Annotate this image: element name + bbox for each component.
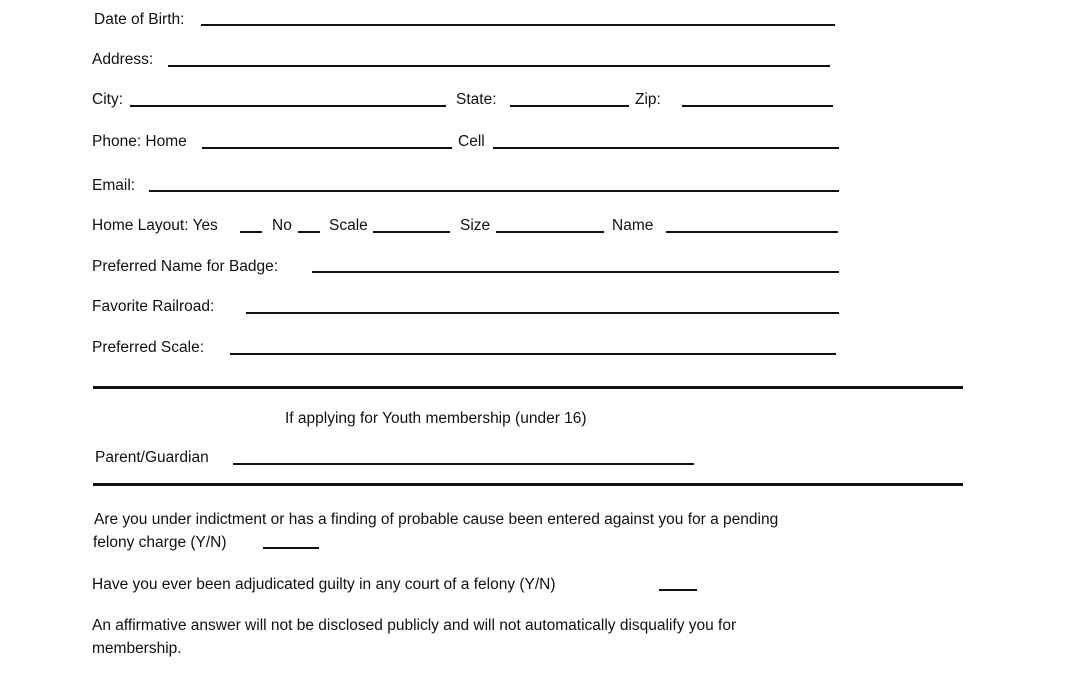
home-layout-label: Home Layout: Yes [92, 217, 218, 234]
zip-label: Zip: [635, 91, 661, 108]
disclosure-note-line2: membership. [92, 640, 182, 657]
home-layout-no-field[interactable] [298, 231, 320, 233]
pref-scale-field[interactable] [230, 353, 836, 355]
cell-field[interactable] [493, 147, 839, 149]
railroad-label: Favorite Railroad: [92, 298, 215, 315]
question-indictment-line1: Are you under indictment or has a finding of probable cause been entered against you for a pending [94, 511, 779, 528]
zip-field[interactable] [682, 105, 833, 107]
felony-answer-field[interactable] [659, 589, 697, 591]
phone-home-label: Phone: Home [92, 133, 187, 150]
scale-field[interactable] [373, 231, 450, 233]
state-field[interactable] [510, 105, 629, 107]
email-label: Email: [92, 177, 136, 194]
disclosure-note-line1: An affirmative answer will not be disclosed publicly and will not automatically disqualify you for [92, 617, 737, 634]
youth-heading: If applying for Youth membership (under 16) [285, 410, 587, 427]
phone-home-field[interactable] [202, 147, 452, 149]
size-field[interactable] [496, 231, 604, 233]
railroad-field[interactable] [246, 312, 839, 314]
guardian-label: Parent/Guardian [95, 449, 209, 466]
guardian-field[interactable] [233, 463, 694, 465]
home-layout-yes-field[interactable] [240, 231, 262, 233]
scale-label: Scale [329, 217, 368, 234]
indictment-answer-field[interactable] [263, 547, 319, 549]
city-label: City: [92, 91, 123, 108]
state-label: State: [456, 91, 497, 108]
dob-label: Date of Birth: [94, 11, 185, 28]
question-felony: Have you ever been adjudicated guilty in any court of a felony (Y/N) [92, 576, 556, 593]
email-field[interactable] [149, 190, 839, 192]
cell-label: Cell [458, 133, 485, 150]
layout-name-field[interactable] [666, 231, 838, 233]
section-divider-bottom [93, 483, 963, 486]
badge-name-field[interactable] [312, 271, 839, 273]
name-label: Name [612, 217, 654, 234]
city-field[interactable] [130, 105, 446, 107]
badge-label: Preferred Name for Badge: [92, 258, 279, 275]
home-layout-no-label: No [272, 217, 292, 234]
question-indictment-line2: felony charge (Y/N) [93, 534, 227, 551]
section-divider-top [93, 386, 963, 389]
address-field[interactable] [168, 65, 830, 67]
dob-field[interactable] [201, 24, 835, 26]
size-label: Size [460, 217, 491, 234]
address-label: Address: [92, 51, 154, 68]
pref-scale-label: Preferred Scale: [92, 339, 204, 356]
